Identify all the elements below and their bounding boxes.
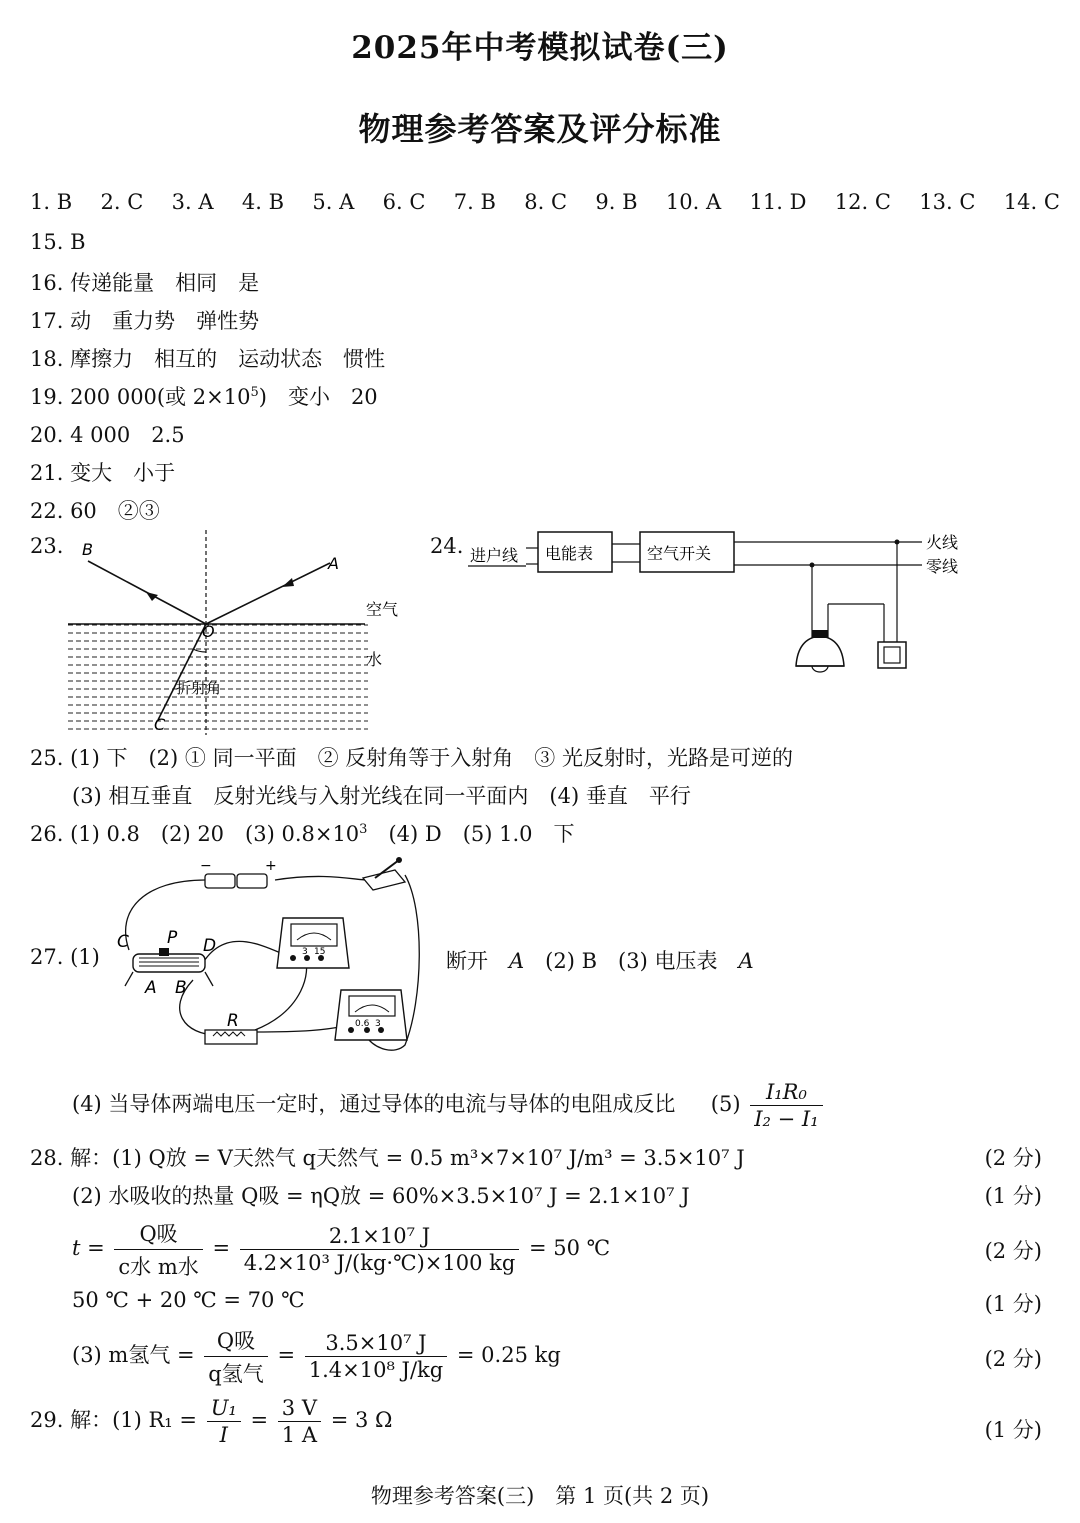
choice-answer-15: 15. B — [30, 230, 86, 254]
label-B: B — [82, 540, 93, 559]
ammeter — [335, 990, 407, 1040]
label-A: A — [328, 554, 339, 573]
choice-answers — [30, 190, 1060, 214]
score-28-3: (2 分) — [984, 1239, 1042, 1263]
water-region — [68, 624, 368, 730]
choice-answer: 7. B — [453, 190, 496, 214]
knife-switch — [363, 857, 405, 890]
choice-answer: 11. D — [749, 190, 807, 214]
label-C: C — [154, 715, 166, 734]
household-circuit-diagram — [460, 520, 980, 685]
label-A: A — [145, 978, 157, 998]
battery — [200, 858, 277, 888]
answer-25-line2: (3) 相互垂直 反射光线与入射光线在同一平面内 (4) 垂直 平行 — [72, 784, 691, 808]
label-O: O — [202, 622, 215, 641]
answer-22: 22. 60 ②③ — [30, 499, 160, 523]
label-R: R — [227, 1011, 239, 1031]
label-v15: 15 — [314, 947, 326, 957]
page-subtitle: 物理参考答案及评分标准 — [358, 110, 722, 148]
answer-27-part4: (4) 当导体两端电压一定时，通过导体的电流与导体的电阻成反比 (5) $\frac{\text{I₁R₀}}{\text{I₂ − I₁}}$ — [72, 1080, 826, 1131]
choice-answer: 10. A — [665, 190, 722, 214]
incident-ray — [206, 563, 330, 624]
label-water: 水 — [366, 650, 383, 669]
choice-answer: 9. B — [595, 190, 638, 214]
answer-28-line1: 28. 解：(1) Q放 = V天然气 q天然气 = 0.5 m³×7×10⁷ J/m³ = 3.5×10⁷ J — [30, 1146, 745, 1170]
label-a3: 3 — [375, 1019, 381, 1029]
answer-28-line2: (2) 水吸收的热量 Q吸 = ηQ放 = 60%×3.5×10⁷ J = 2.1×10⁷ J — [72, 1184, 690, 1208]
answer-24-number: 24. — [430, 534, 464, 558]
answer-28-line4: 50 ℃ + 20 ℃ = 70 ℃ — [72, 1288, 305, 1312]
label-P: P — [167, 928, 178, 948]
choice-answer: 12. C — [834, 190, 891, 214]
page-footer: 物理参考答案(三) 第 1 页(共 2 页) — [370, 1484, 710, 1508]
page-title: 2025年中考模拟试卷(三) — [351, 30, 729, 66]
refraction-diagram — [60, 525, 420, 740]
svg-text:−: − — [200, 858, 212, 874]
reflected-arrow — [146, 592, 158, 601]
answer-19: 19. 200 000(或 $2\times 10^5$) 变小 20 — [30, 385, 378, 409]
choice-answer: 4. B — [241, 190, 285, 214]
answer-20: 20. 4 000 2.5 — [30, 423, 185, 447]
answer-29-line1: 29. 解：(1) R₁ = $\frac{\text{U₁}}{I}$ = $\frac{3 V}{1 A}$ = 3 Ω — [30, 1396, 393, 1447]
score-29-1: (1 分) — [984, 1418, 1042, 1442]
answer-18: 18. 摩擦力 相互的 运动状态 惯性 — [30, 347, 386, 371]
choice-answer: 13. C — [919, 190, 976, 214]
rheostat — [125, 948, 213, 986]
label-live: 火线 — [926, 533, 959, 552]
score-28-2: (1 分) — [984, 1184, 1042, 1208]
label-air-switch: 空气开关 — [647, 544, 712, 563]
label-B: B — [175, 978, 187, 998]
score-28-5: (2 分) — [984, 1347, 1042, 1371]
answer-28-line3: t = $\frac{\text{Q吸}}{\text{c水 m水}}$ = $\frac{\text{2.1×10⁷ J}}{\text{4.2×10³ J/(kg·℃)×100 kg}}$ = 50 ℃ — [72, 1218, 610, 1281]
lamp — [796, 636, 844, 666]
choice-answer: 14. C — [1003, 190, 1060, 214]
choice-answer: 1. B — [30, 190, 73, 214]
answer-27-part1: 断开 A (2) B (3) 电压表 A — [446, 949, 754, 973]
choice-answer: 2. C — [100, 190, 144, 214]
answer-25-line1: 25. (1) 下 (2) ① 同一平面 ② 反射角等于入射角 ③ 光反射时，光路是可逆的 — [30, 746, 793, 770]
label-D: D — [203, 936, 217, 956]
incident-arrow — [282, 578, 294, 587]
answer-23-number: 23. — [30, 534, 64, 558]
label-neutral: 零线 — [926, 557, 959, 576]
score-28-1: (2 分) — [984, 1146, 1042, 1170]
label-refraction-angle: 折射角 — [176, 679, 222, 697]
label-incoming-line: 进户线 — [470, 546, 519, 565]
label-C: C — [117, 932, 129, 952]
voltmeter — [277, 918, 349, 968]
choice-answer: 6. C — [382, 190, 426, 214]
answer-27-number: 27. (1) — [30, 945, 100, 969]
label-a06: 0.6 — [355, 1019, 370, 1029]
label-air: 空气 — [366, 600, 399, 619]
score-28-4: (1 分) — [984, 1292, 1042, 1316]
svg-text:+: + — [265, 858, 277, 874]
choice-answer: 8. C — [524, 190, 568, 214]
choice-answer: 5. A — [312, 190, 355, 214]
answer-21: 21. 变大 小于 — [30, 461, 176, 485]
label-electric-meter: 电能表 — [545, 544, 594, 563]
answer-26: 26. (1) 0.8 (2) 20 (3) $0.8\times 10^3$ (4) D (5) 1.0 下 — [30, 822, 575, 846]
answer-28-line5: (3) m氢气 = $\frac{\text{Q吸}}{\text{q氢气}}$ = $\frac{\text{3.5×10⁷ J}}{\text{1.4×10⁸ J/kg}}$ = 0.25 kg — [72, 1325, 561, 1388]
resistor-R — [205, 1030, 257, 1044]
answer-16: 16. 传递能量 相同 是 — [30, 271, 260, 295]
answer-17: 17. 动 重力势 弹性势 — [30, 309, 260, 333]
choice-answer: 3. A — [171, 190, 214, 214]
label-v3: 3 — [302, 947, 308, 957]
experiment-circuit-drawing — [105, 850, 435, 1060]
